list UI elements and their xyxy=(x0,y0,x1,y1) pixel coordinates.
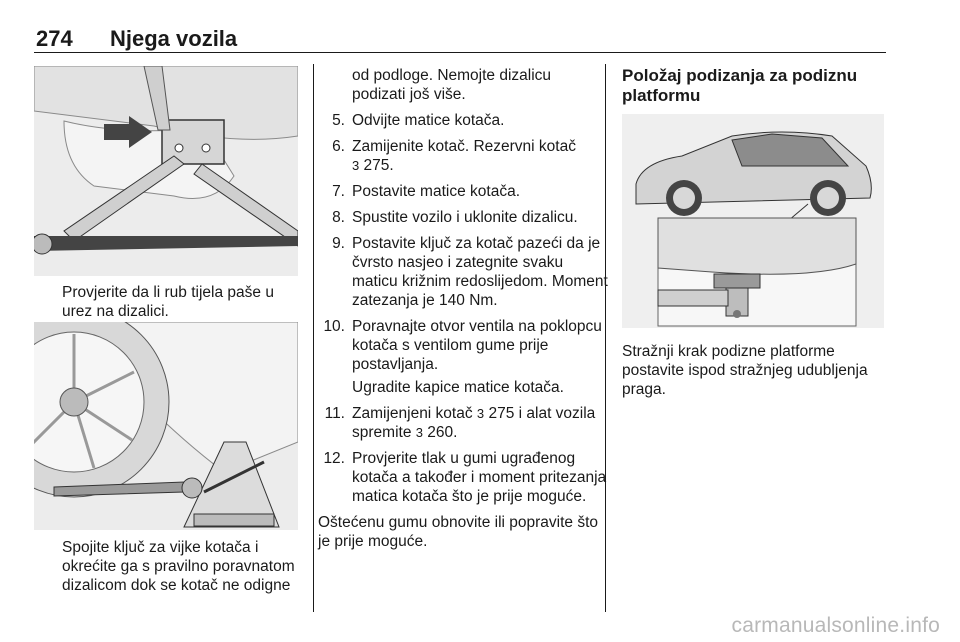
step-number: 11. xyxy=(324,405,345,422)
step-text: Provjerite tlak u gumi ugrađenog kotača a također i moment pritezanja matica kotača što je prije moguće. xyxy=(352,450,607,505)
page-reference-icon: 3 xyxy=(476,406,485,421)
step-5 xyxy=(318,111,608,130)
step-text: Odvijte matice kotača. xyxy=(352,112,505,129)
jack-wheel-illustration xyxy=(34,322,298,530)
continuation-text: od podloge. Nemojte dizalicu podizati još više. xyxy=(352,67,552,103)
jack-wheel-caption xyxy=(62,538,298,595)
section-heading: Položaj podizanja za podiznu platformu xyxy=(622,66,858,105)
step-7 xyxy=(318,182,608,201)
car-lift-illustration xyxy=(622,114,884,328)
step-text: 275 i alat vozila spremite xyxy=(352,405,596,441)
page-title: Njega vozila xyxy=(110,26,238,51)
page-reference-icon: 3 xyxy=(415,425,423,440)
jack-sill-caption xyxy=(62,283,294,321)
step-text: Spustite vozilo i uklonite dizalicu. xyxy=(352,209,578,226)
step-extra-text: Ugradite kapice matice kotača. xyxy=(352,379,564,396)
header-rule xyxy=(34,52,886,53)
step-number: 10. xyxy=(323,318,345,335)
step-text: Postavite ključ za kotač pazeći da je čvrsto nasjeo i zategnite svaku maticu križnim redoslijedom. Moment zatezanja je 140 Nm. xyxy=(352,235,608,309)
jack-sill-caption-text: Provjerite da li rub tijela paše u urez na dizalici. xyxy=(62,284,274,320)
jack-sill-illustration xyxy=(34,66,298,276)
step-text: Postavite matice kotača. xyxy=(352,183,520,200)
closing-note: Oštećenu gumu obnovite ili popravite što je prije moguće. xyxy=(318,514,599,550)
page-reference: 275. xyxy=(359,157,394,174)
page-reference-icon: 3 xyxy=(352,158,360,173)
step-9 xyxy=(318,234,608,310)
step-8 xyxy=(318,208,608,227)
car-lift-caption xyxy=(622,342,884,399)
step-12 xyxy=(318,449,608,506)
page-reference: 260. xyxy=(422,424,458,441)
steps-column xyxy=(318,66,608,551)
step-text: Zamijenjeni kotač xyxy=(352,405,477,422)
step-number: 7. xyxy=(332,183,345,200)
step-10 xyxy=(318,317,608,374)
jack-wheel-caption-text: Spojite ključ za vijke kotača i okrećite ga s pravilno poravnatom dizalicom dok se kotač ne odigne xyxy=(62,539,295,594)
step-number: 9. xyxy=(332,235,345,252)
page-number: 274 xyxy=(36,26,73,51)
car-lift-caption-text: Stražnji krak podizne platforme postavite ispod stražnjeg udubljenja praga. xyxy=(622,343,868,398)
step-text: Poravnajte otvor ventila na poklopcu kotača s ventilom gume prije postavljanja. xyxy=(352,318,602,373)
step-text: Zamijenite kotač. Rezervni kotač xyxy=(352,138,576,155)
step-continuation xyxy=(318,66,608,104)
step-number: 8. xyxy=(332,209,345,226)
column-divider-1 xyxy=(313,64,314,612)
step-10-extra xyxy=(318,378,608,397)
step-number: 6. xyxy=(332,138,345,155)
step-number: 5. xyxy=(332,112,345,129)
watermark: carmanualsonline.info xyxy=(731,614,940,637)
step-number: 12. xyxy=(323,450,345,467)
step-6 xyxy=(318,137,608,175)
step-11 xyxy=(318,404,608,442)
jack-sill-drawing xyxy=(34,66,298,276)
car-lift-drawing xyxy=(622,114,884,328)
jack-wheel-drawing xyxy=(34,322,298,530)
